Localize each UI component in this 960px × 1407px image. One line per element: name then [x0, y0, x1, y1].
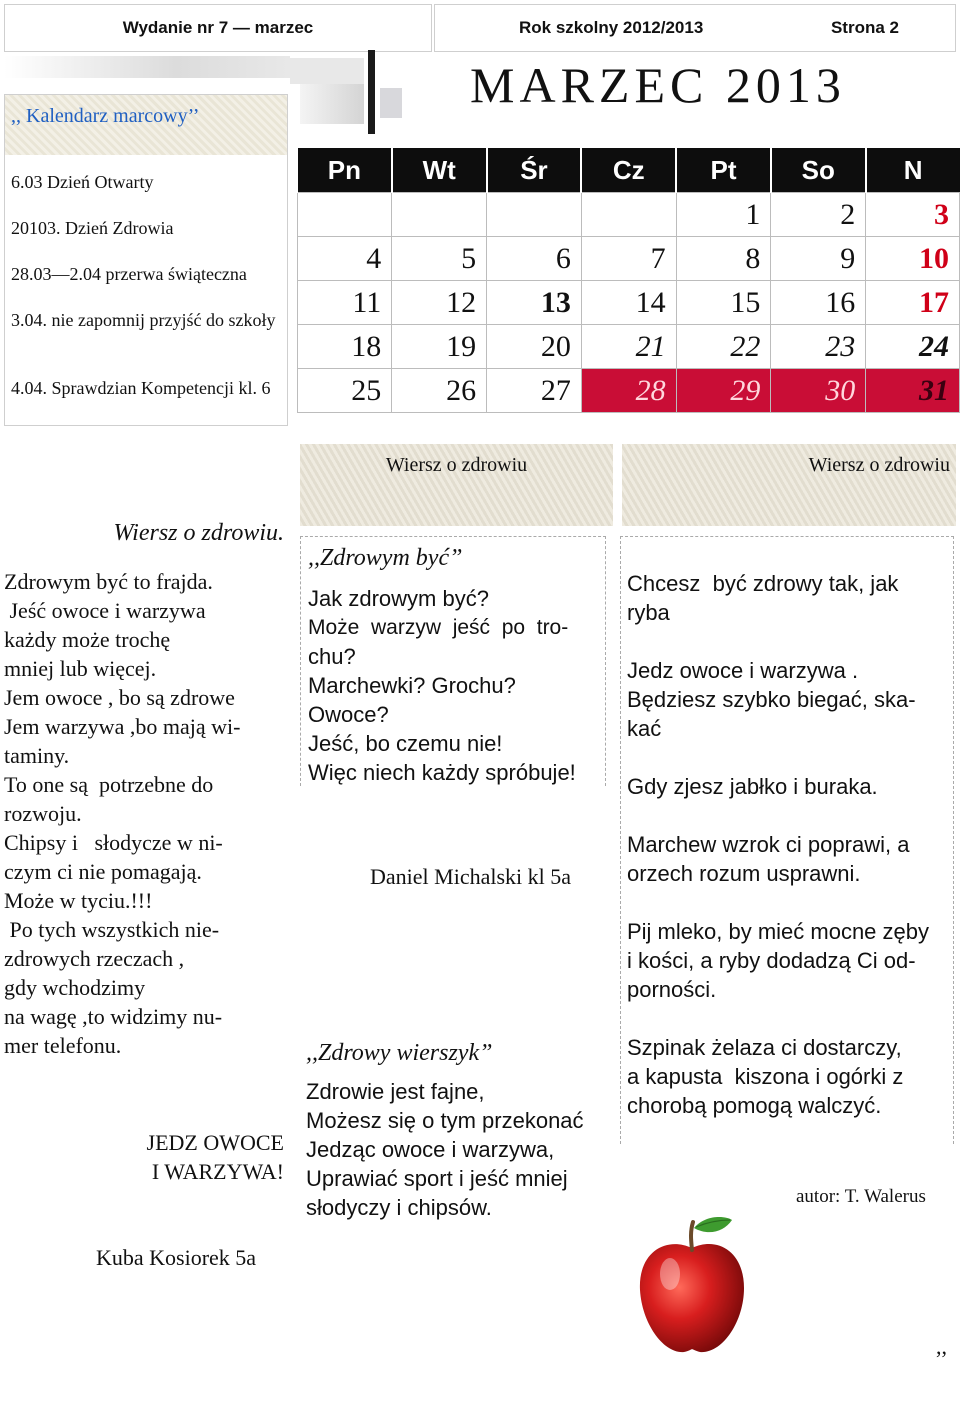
- poem-line: Gdy zjesz jabłko i buraka.: [627, 774, 878, 799]
- poem-line: Zdrowie jest fajne,: [306, 1079, 485, 1104]
- calendar-day: 13: [487, 281, 582, 325]
- calendar-day: [581, 193, 676, 237]
- poem-author: autor: T. Walerus: [796, 1186, 926, 1207]
- apple-icon: [636, 1212, 748, 1358]
- poem-line: chu?: [308, 644, 356, 669]
- day-header: So: [771, 148, 866, 193]
- calendar-day: 11: [297, 281, 392, 325]
- calendar-day-holiday: 29: [676, 369, 771, 413]
- poem-line: Więc niech każdy spróbuje!: [308, 760, 576, 785]
- slogan-line: JEDZ OWOCE: [146, 1130, 284, 1155]
- calendar-day: [487, 193, 582, 237]
- slogan-line: I WARZYWA!: [151, 1159, 284, 1184]
- poem-line: mer telefonu.: [4, 1033, 122, 1058]
- calendar-day: 9: [771, 237, 866, 281]
- poem-line: gdy wchodzimy: [4, 975, 146, 1000]
- poem-line: Jak zdrowym być?: [308, 586, 489, 611]
- day-header: Śr: [487, 148, 582, 193]
- event-item: 4.04. Sprawdzian Kompetencji kl. 6: [11, 378, 271, 398]
- poem-line: Marchewki? Grochu?: [308, 673, 516, 698]
- poem-body: [4, 567, 284, 1060]
- poem-line: Jem warzywa ,bo mają wi-: [4, 714, 241, 739]
- poem-line: Jedz owoce i warzywa .: [627, 658, 859, 683]
- day-header: Pt: [676, 148, 771, 193]
- poem-body: [306, 1077, 612, 1222]
- poem-stanza: [627, 569, 953, 627]
- event-item: 3.04. nie zapomnij przyjść do szkoły: [11, 310, 276, 330]
- poem-line: czym ci nie pomagają.: [4, 859, 202, 884]
- closing-quote: ,,: [936, 1334, 947, 1359]
- poem-stanza: [627, 917, 953, 1004]
- calendar-week: [297, 281, 960, 325]
- poem-line: a kapusta kiszona i ogórki z: [627, 1064, 904, 1089]
- calendar-day: 6: [487, 237, 582, 281]
- poem-line: Jeść, bo czemu nie!: [308, 731, 503, 756]
- poem-line: Po tych wszystkich nie-: [4, 917, 220, 942]
- poem-line: Jeść owoce i warzywa: [4, 598, 206, 623]
- month-title: MARZEC 2013: [470, 57, 846, 113]
- calendar-day: 16: [771, 281, 866, 325]
- poem-stanza: [627, 830, 953, 888]
- poem-line: taminy.: [4, 743, 70, 768]
- event-item: 6.03 Dzień Otwarty: [11, 172, 154, 192]
- poem-line: chorobą pomogą walczyć.: [627, 1093, 882, 1118]
- poem-line: Chcesz być zdrowy tak, jak: [627, 571, 899, 596]
- decorative-band: [4, 56, 290, 78]
- calendar-header-row: [297, 148, 960, 193]
- calendar-day: 18: [297, 325, 392, 369]
- poem-body: [308, 584, 605, 787]
- calendar-day: 19: [392, 325, 487, 369]
- title-divider: [368, 50, 375, 134]
- poem-line: kać: [627, 716, 662, 741]
- day-header: N: [866, 148, 960, 193]
- poem-line: rozwoju.: [4, 801, 82, 826]
- poem-line: ryba: [627, 600, 670, 625]
- calendar-day: 12: [392, 281, 487, 325]
- march-calendar: [296, 148, 960, 413]
- poem-line: zdrowych rzeczach ,: [4, 946, 185, 971]
- header-issue: [4, 4, 432, 52]
- calendar-day-holiday: 30: [771, 369, 866, 413]
- school-year: Rok szkolny 2012/2013: [519, 18, 704, 37]
- calendar-day: 20: [487, 325, 582, 369]
- event-item: 20103. Dzień Zdrowia: [11, 218, 174, 238]
- poem-zdrowy-wierszyk: [306, 1040, 612, 1222]
- poem-line: mniej lub więcej.: [4, 656, 157, 681]
- calendar-day-sunday: 3: [866, 193, 960, 237]
- poem-line: na wagę ,to widzimy nu-: [4, 1004, 223, 1029]
- poem-line: To one są potrzebne do: [4, 772, 214, 797]
- calendar-day: 5: [392, 237, 487, 281]
- poem-line: każdy może trochę: [4, 627, 171, 652]
- header-school-page: [434, 4, 956, 52]
- poem-line: Marchew wzrok ci poprawi, a: [627, 832, 910, 857]
- calendar-day-sunday: 17: [866, 281, 960, 325]
- calendar-day: 2: [771, 193, 866, 237]
- poem-line: Uprawiać sport i jeść mniej: [306, 1166, 568, 1191]
- event-item: 28.03—2.04 przerwa świąteczna: [11, 264, 247, 284]
- poem-line: i kości, a ryby dodadzą Ci od-: [627, 948, 916, 973]
- issue-label: Wydanie nr 7 — marzec: [122, 18, 314, 37]
- calendar-day-sunday: 24: [866, 325, 960, 369]
- poem-line: Owoce?: [308, 702, 389, 727]
- poem-line: orzech rozum usprawni.: [627, 861, 861, 886]
- poem-line: słodyczy i chipsów.: [306, 1195, 492, 1220]
- poem-right-column: [620, 536, 954, 1144]
- poem-line: Może warzyw jeść po tro-: [308, 616, 569, 639]
- poem-line: Możesz się o tym przekonać: [306, 1108, 584, 1133]
- calendar-day: 22: [676, 325, 771, 369]
- poem-stanza: [627, 772, 953, 801]
- decorative-block: [290, 58, 364, 84]
- poem-stanza: [627, 1033, 953, 1120]
- day-header: Pn: [297, 148, 392, 193]
- poem-line: porności.: [627, 977, 717, 1002]
- calendar-day: 1: [676, 193, 771, 237]
- poem-line: Będziesz szybko biegać, ska-: [627, 687, 916, 712]
- decorative-block: [380, 88, 402, 118]
- calendar-day: 25: [297, 369, 392, 413]
- section-header-left: Wiersz o zdrowiu: [300, 444, 613, 526]
- poem-wiersz-o-zdrowiu: [4, 520, 284, 1270]
- poem-title: ,,Zdrowym być”: [308, 545, 463, 571]
- poem-line: Szpinak żelaza ci dostarczy,: [627, 1035, 902, 1060]
- sidebar-title: ,, Kalendarz marcowy’’: [5, 95, 287, 155]
- events-sidebar: [4, 94, 288, 426]
- section-header-right: Wiersz o zdrowiu: [622, 444, 956, 526]
- poem-zdrowym-byc: [300, 536, 606, 786]
- calendar-day-holiday: 31: [866, 369, 960, 413]
- calendar-day: [392, 193, 487, 237]
- calendar-day: 7: [581, 237, 676, 281]
- poem-author: Daniel Michalski kl 5a: [370, 864, 572, 889]
- poem-stanza: [627, 656, 953, 743]
- calendar-week: [297, 193, 960, 237]
- poem-title: ,,Zdrowy wierszyk”: [306, 1040, 493, 1066]
- day-header: Cz: [581, 148, 676, 193]
- calendar-week: [297, 325, 960, 369]
- calendar-day: 4: [297, 237, 392, 281]
- calendar-day: 27: [487, 369, 582, 413]
- calendar-day-sunday: 10: [866, 237, 960, 281]
- poem-line: Zdrowym być to frajda.: [4, 569, 213, 594]
- day-header: Wt: [392, 148, 487, 193]
- calendar-week: [297, 237, 960, 281]
- poem-title: Wiersz o zdrowiu.: [113, 520, 284, 546]
- calendar-day: 8: [676, 237, 771, 281]
- decorative-block: [300, 84, 364, 124]
- calendar-day: 15: [676, 281, 771, 325]
- calendar-day: 21: [581, 325, 676, 369]
- poem-author: Kuba Kosiorek 5a: [96, 1245, 257, 1270]
- calendar-week: [297, 369, 960, 413]
- poem-line: Może w tyciu.!!!: [4, 888, 153, 913]
- poem-line: Jedząc owoce i warzywa,: [306, 1137, 555, 1162]
- calendar-day-holiday: 28: [581, 369, 676, 413]
- calendar-day: 14: [581, 281, 676, 325]
- calendar-day: 23: [771, 325, 866, 369]
- poem-line: Pij mleko, by mieć mocne zęby: [627, 919, 929, 944]
- calendar-day: 26: [392, 369, 487, 413]
- page-number: Strona 2: [830, 18, 899, 37]
- poem-line: Chipsy i słodycze w ni-: [4, 830, 223, 855]
- calendar-day: [297, 193, 392, 237]
- poem-slogan: [124, 1128, 284, 1186]
- poem-line: Jem owoce , bo są zdrowe: [4, 685, 235, 710]
